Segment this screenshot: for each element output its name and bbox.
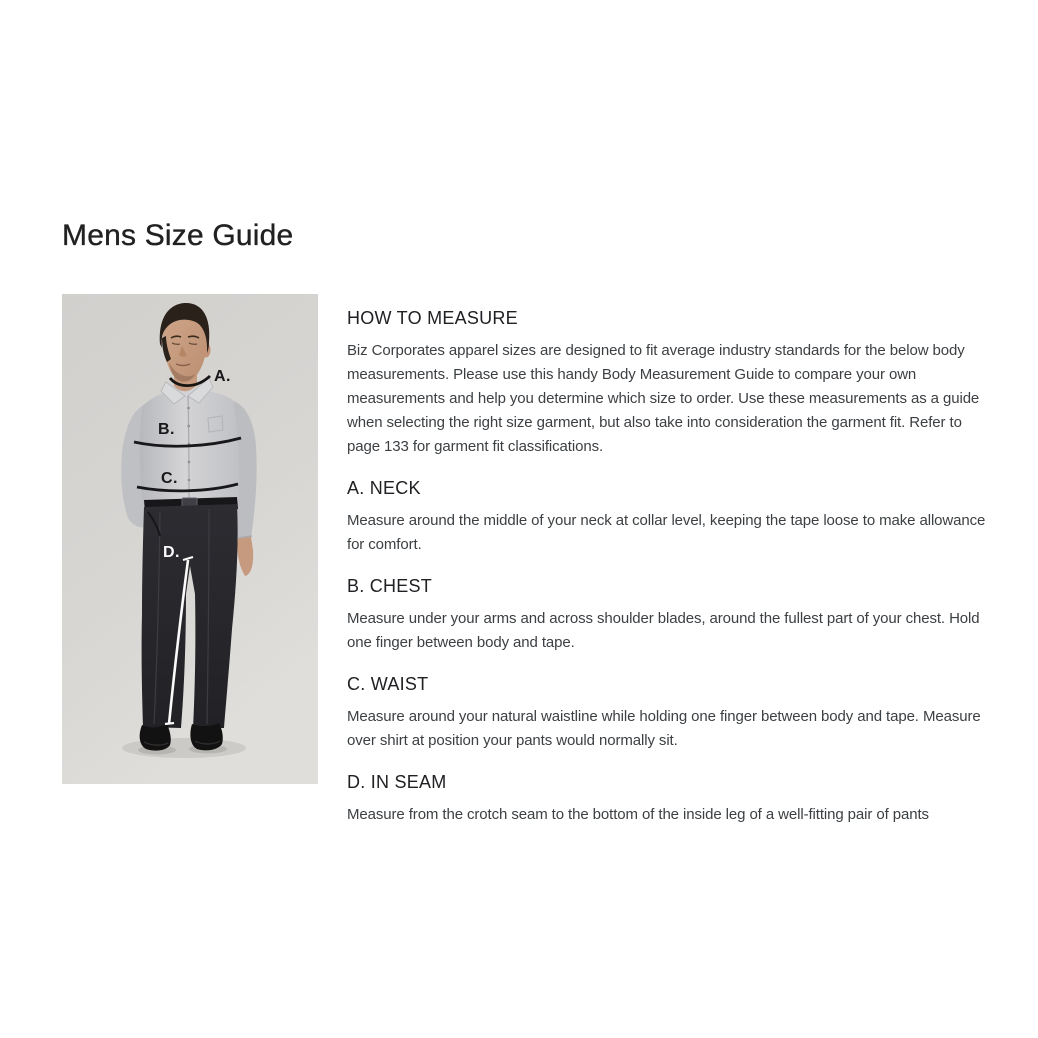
shirt-button xyxy=(187,425,190,428)
man-measurement-illustration xyxy=(62,294,318,784)
inseam-bottom-tick xyxy=(165,723,174,724)
section-heading-inseam: D. IN SEAM xyxy=(347,772,447,792)
left-shoe xyxy=(140,724,171,751)
instructions-column xyxy=(347,294,995,827)
label-d-inseam: D. xyxy=(163,544,180,561)
shirt-button xyxy=(188,461,191,464)
shirt-button xyxy=(188,479,191,482)
label-c-waist: C. xyxy=(161,470,178,487)
section-heading-neck: A. NECK xyxy=(347,478,421,498)
label-a-neck: A. xyxy=(214,368,231,385)
section-body-chest: Measure under your arms and across shoulder blades, around the fullest part of your chest. Hold one finger between body and tape. xyxy=(347,610,980,651)
label-b-chest: B. xyxy=(158,421,175,438)
measurement-photo xyxy=(62,294,318,784)
ear xyxy=(202,343,211,358)
right-shoe xyxy=(190,723,222,750)
content-container xyxy=(62,218,1012,827)
guide-content xyxy=(62,294,1012,827)
section-body-waist: Measure around your natural waistline while holding one finger between body and tape. Measure over shirt at position your pants would normally sit. xyxy=(347,708,981,749)
section-heading-chest: B. CHEST xyxy=(347,576,433,596)
section-body-neck: Measure around the middle of your neck at collar level, keeping the tape loose to make allowance for comfort. xyxy=(347,512,986,553)
shirt-button xyxy=(187,407,190,410)
how-to-measure-heading: HOW TO MEASURE xyxy=(347,308,518,328)
page-title: Mens Size Guide xyxy=(62,219,294,252)
section-body-inseam: Measure from the crotch seam to the bottom of the inside leg of a well-fitting pair of pants xyxy=(347,806,929,823)
how-to-measure-intro: Biz Corporates apparel sizes are designed to fit average industry standards for the below body measurements. Please use this handy Body Measurement Guide to compare your own measurements and help you determine which size to order. Use these measurements as a guide when selecting the right size garment, but also take into consideration the garment fit. Refer to page 133 for garment fit classifications. xyxy=(347,342,980,455)
section-heading-waist: C. WAIST xyxy=(347,674,429,694)
